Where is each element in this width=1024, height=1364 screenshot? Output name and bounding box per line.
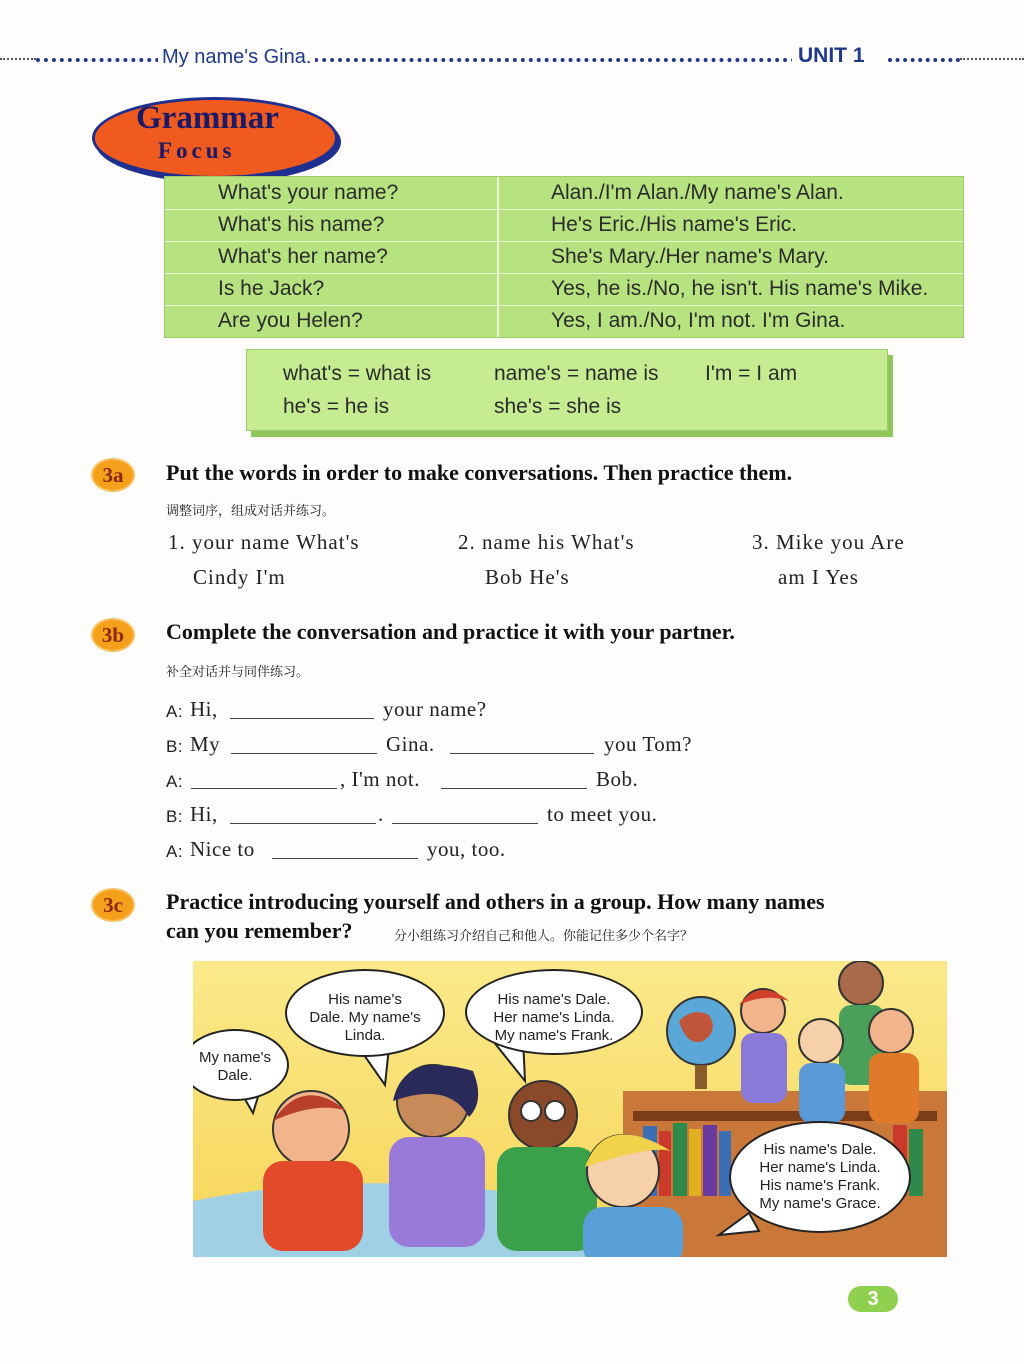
answer-blank[interactable] — [441, 788, 587, 789]
header-dotted-rule — [36, 58, 796, 62]
table-row — [165, 177, 963, 210]
speech-bubble: His name's Dale. Her name's Linda. My name's Frank. — [465, 969, 643, 1055]
question-cell: What's her name? — [218, 245, 388, 268]
instruction-3c-zh: 分小组练习介绍自己和他人。你能记住多少个名字？ — [394, 929, 694, 944]
classroom-illustration — [193, 961, 947, 1257]
page-number: 3 — [848, 1286, 898, 1312]
table-row — [165, 241, 963, 274]
speaker-label: B: — [166, 807, 184, 826]
dialogue-text: Hi, — [190, 697, 218, 721]
exercise-item: 2. name his What's — [458, 530, 635, 554]
header-dotted-rule — [960, 58, 1024, 60]
speaker-label: A: — [166, 702, 184, 721]
dialogue-text: . — [378, 802, 384, 826]
section-badge-3b: 3b — [93, 620, 133, 650]
header-unit: UNIT 1 — [792, 44, 871, 68]
exercise-item: Bob He's — [485, 565, 570, 589]
contraction: what's = what is — [283, 362, 432, 385]
answer-blank[interactable] — [230, 823, 376, 824]
dialogue-text: you Tom? — [604, 732, 692, 756]
instruction-3b-zh: 补全对话并与同伴练习。 — [166, 665, 310, 680]
question-cell: What's your name? — [218, 181, 399, 204]
contraction: she's = she is — [494, 395, 622, 418]
instruction-3a: Put the words in order to make conversations. Then practice them. — [166, 460, 793, 485]
instruction-3a-zh: 调整词序，组成对话并练习。 — [166, 504, 336, 519]
dialogue-text: your name? — [383, 697, 487, 721]
contraction: he's = he is — [283, 395, 390, 418]
instruction-3c: Practice introducing yourself and others in a group. How many names — [166, 889, 825, 914]
dialogue-text: My — [190, 732, 221, 756]
question-cell: Is he Jack? — [218, 277, 325, 300]
section-badge-3c: 3c — [93, 890, 133, 920]
dialogue-text: to meet you. — [547, 802, 658, 826]
exercise-item: 1. your name What's — [168, 530, 360, 554]
speaker-label: A: — [166, 842, 184, 861]
exercise-item: Cindy I'm — [193, 565, 286, 589]
dialogue-text: you, too. — [427, 837, 506, 861]
boy-frank — [509, 1081, 577, 1149]
dialogue-text: Hi, — [190, 802, 218, 826]
header-dotted-rule — [0, 58, 36, 60]
answer-cell: Yes, I am./No, I'm not. I'm Gina. — [551, 309, 846, 332]
exercise-item: am I Yes — [778, 565, 859, 589]
speaker-label: B: — [166, 737, 184, 756]
table-row — [165, 305, 963, 337]
answer-blank[interactable] — [191, 788, 337, 789]
speech-bubble: His name's Dale. My name's Linda. — [285, 969, 445, 1057]
grammar-focus-title: Grammar — [136, 100, 279, 136]
grammar-focus-subtitle: Focus — [158, 138, 236, 163]
answer-blank[interactable] — [450, 753, 594, 754]
question-cell: Are you Helen? — [218, 309, 363, 332]
speaker-label: A: — [166, 772, 184, 791]
speech-bubble: His name's Dale. Her name's Linda. His name's Frank. My name's Grace. — [729, 1121, 911, 1233]
answer-blank[interactable] — [272, 858, 418, 859]
header-dotted-rule — [888, 58, 960, 62]
section-badge-3a: 3a — [93, 460, 133, 490]
grammar-table — [164, 176, 964, 338]
exercise-item: 3. Mike you Are — [752, 530, 905, 554]
answer-blank[interactable] — [231, 753, 377, 754]
contraction: I'm = I am — [705, 362, 798, 385]
dialogue-text: , I'm not. — [340, 767, 420, 791]
answer-cell: He's Eric./His name's Eric. — [551, 213, 798, 236]
dialogue-text: Bob. — [596, 767, 639, 791]
question-cell: What's his name? — [218, 213, 385, 236]
header-title: My name's Gina. — [158, 46, 315, 69]
answer-cell: She's Mary./Her name's Mary. — [551, 245, 829, 268]
contractions-box — [246, 349, 888, 431]
instruction-3c-line2: can you remember? — [166, 918, 353, 943]
instruction-3b: Complete the conversation and practice it with your partner. — [166, 619, 735, 644]
answer-cell: Alan./I'm Alan./My name's Alan. — [551, 181, 844, 204]
answer-blank[interactable] — [392, 823, 538, 824]
table-row — [165, 209, 963, 242]
answer-blank[interactable] — [230, 718, 374, 719]
dialogue-text: Nice to — [190, 837, 255, 861]
dialogue-text: Gina. — [386, 732, 435, 756]
table-row — [165, 273, 963, 306]
page-header — [0, 40, 1024, 76]
answer-cell: Yes, he is./No, he isn't. His name's Mike. — [551, 277, 929, 300]
contraction: name's = name is — [494, 362, 659, 385]
speech-bubble: My name's Dale. — [193, 1029, 289, 1101]
